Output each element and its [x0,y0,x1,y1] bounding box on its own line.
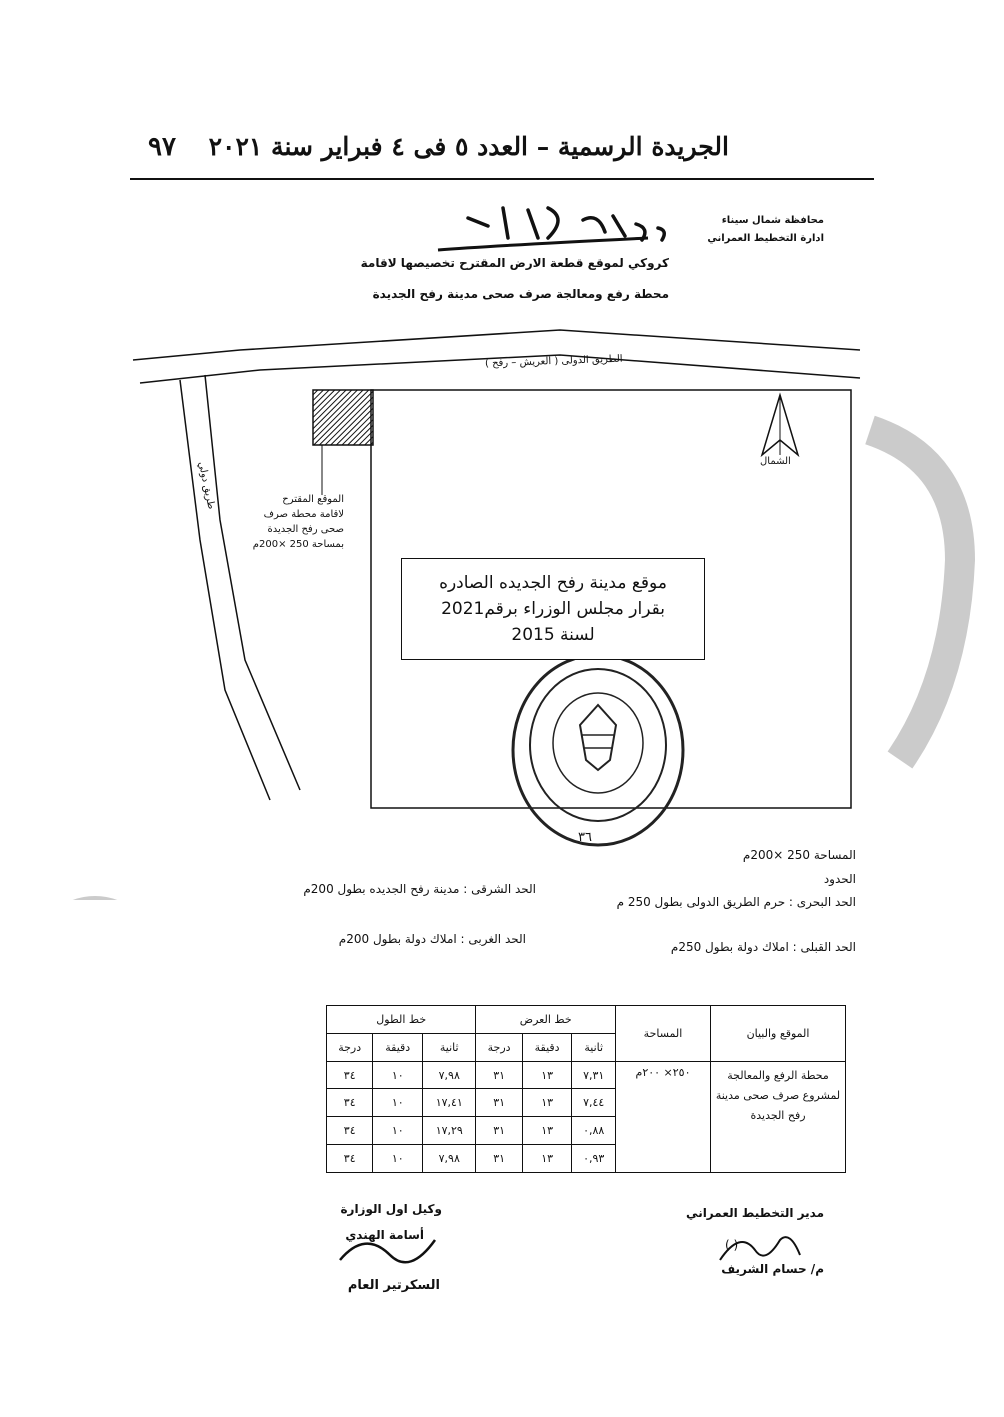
table-row [327,1061,846,1089]
lon-min: ١٠ [373,1089,423,1117]
top-road-label: الطريق الدولى ( العريش – رفح ) [484,353,623,370]
lon-deg: ٣٤ [327,1145,373,1173]
lat-min: ١٣ [522,1089,572,1117]
north-border: الحد البحرى : حرم الطريق الدولى بطول 250 م [616,895,856,909]
signature-right-paren: ( ) [725,1238,739,1252]
north-arrow-icon [762,395,798,455]
signature-right-name: م/ حسام الشريف [721,1262,824,1276]
site-label-line: بمساحة 250 ×200م [252,539,344,550]
header-minute: دقيقة [522,1033,572,1061]
header-second: ثانية [572,1033,616,1061]
doc-title-line-2: محطة رفع ومعالجة صرف صحى مدينة رفح الجديدة [372,287,669,301]
proposed-site-hatch [313,390,373,445]
coordinates-table [326,1005,846,1173]
lon-deg: ٣٤ [327,1117,373,1145]
east-border: الحد الشرقى : مدينة رفح الجديده بطول 200م [303,882,536,896]
lon-min: ١٠ [373,1117,423,1145]
site-label-line: الموقع المقترح [282,494,344,505]
signature-left-name: أسامة الهندي [345,1228,424,1242]
official-stamp [513,655,683,845]
lon-min: ١٠ [373,1145,423,1173]
lat-deg: ٣١ [476,1061,522,1089]
eagle-emblem-icon [580,705,616,770]
lon-sec: ٧,٩٨ [423,1061,476,1089]
watermark [40,430,960,900]
site-label-line: لاقامة محطة صرف [263,509,344,520]
agency-line-2: ادارة التخطيط العمراني [707,233,824,244]
header-longitude: خط الطول [327,1006,476,1034]
location-cell: محطة الرفع والمعالجة لمشروع صرف صحى مدينة رفح الجديدة [711,1061,846,1172]
lat-sec: ٧,٤٤ [572,1089,616,1117]
west-border: الحد الغربى : املاك دولة بطول 200م [338,932,526,946]
lat-deg: ٣١ [476,1145,522,1173]
header-location: الموقع والبيان [711,1006,846,1062]
top-road [133,330,860,360]
lon-sec: ٧,٩٨ [423,1145,476,1173]
city-decree-line: لسنة 2015 [511,625,595,645]
lat-deg: ٣١ [476,1117,522,1145]
lat-sec: ٠,٨٨ [572,1117,616,1145]
lon-deg: ٣٤ [327,1061,373,1089]
page-header-title: الجريدة الرسمية – العدد ٥ فى ٤ فبراير سنة ٢٠٢١ [208,132,729,161]
page-number: ٩٧ [148,132,176,162]
header-degree: درجة [476,1033,522,1061]
left-road [180,380,270,800]
header-degree: درجة [327,1033,373,1061]
lat-min: ١٣ [522,1061,572,1089]
signature-right-title: مدير التخطيط العمراني [686,1206,824,1220]
lat-sec: ٠,٩٣ [572,1145,616,1173]
north-label: الشمال [760,456,791,467]
signature-left-role: السكرتير العام [347,1278,440,1293]
city-decree-line: بقرار مجلس الوزراء برقم2021 [441,599,665,619]
lon-deg: ٣٤ [327,1089,373,1117]
lat-deg: ٣١ [476,1089,522,1117]
header-minute: دقيقة [373,1033,423,1061]
header-area: المساحة [616,1006,711,1062]
south-border: الحد القبلى : املاك دولة بطول 250م [670,940,856,954]
lat-sec: ٧,٣١ [572,1061,616,1089]
header-second: ثانية [423,1033,476,1061]
lon-sec: ١٧,٤١ [423,1089,476,1117]
doc-title-line-1: كروكي لموقع قطعة الارض المقترح تخصيصها لاقامة [360,256,669,270]
stamp-number: ٣٦ [578,830,592,845]
lon-min: ١٠ [373,1061,423,1089]
header-latitude: خط العرض [476,1006,616,1034]
borders-heading: الحدود [823,872,856,886]
lon-sec: ١٧,٢٩ [423,1117,476,1145]
agency-line-1: محافظة شمال سيناء [721,215,824,226]
site-label-line: صحى رفح الجديدة [267,524,344,535]
city-decree-box [401,558,705,660]
table-header-row [327,1006,846,1034]
lat-min: ١٣ [522,1145,572,1173]
left-road-label: طريق دولي [195,460,217,511]
signature-left-scribble [335,1220,445,1280]
area-cell: ٢٥٠× ٢٠٠م [616,1061,711,1172]
signature-left-title: وكيل اول الوزارة [340,1202,442,1216]
city-decree-line: موقع مدينة رفح الجديده الصادره [439,573,667,593]
lat-min: ١٣ [522,1117,572,1145]
area-text: المساحة 250 ×200م [742,848,856,862]
site-label [253,492,344,552]
